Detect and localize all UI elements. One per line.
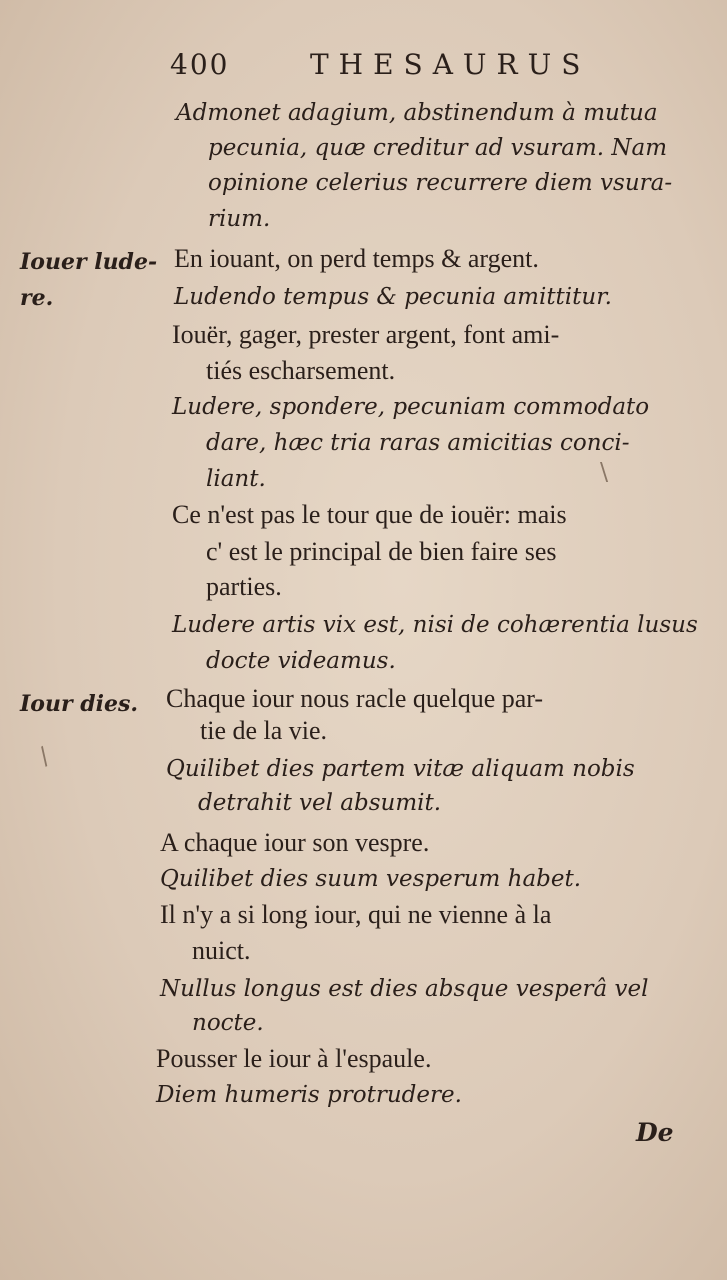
text-line: pecunia, quæ creditur ad vsuram. Nam <box>208 135 668 161</box>
text-line: docte videamus. <box>206 648 396 674</box>
catchword: De <box>636 1118 674 1147</box>
running-title: THESAURUS <box>310 48 591 81</box>
page-number: 400 <box>170 48 230 81</box>
text-line: Il n'y a si long iour, qui ne vienne à la <box>160 900 552 929</box>
text-line: dare, hæc tria raras amicitias conci- <box>206 430 630 456</box>
text-line: rium. <box>208 206 271 232</box>
text-line: tiés escharsement. <box>206 356 396 385</box>
text-line: Pousser le iour à l'espaule. <box>156 1044 432 1073</box>
text-line: Quilibet dies suum vesperum habet. <box>160 866 582 892</box>
page-header <box>170 48 630 88</box>
text-line: liant. <box>206 466 266 492</box>
text-line: A chaque iour son vespre. <box>160 828 430 857</box>
text-line: nuict. <box>192 936 251 965</box>
text-line: Ludendo tempus & pecunia amittitur. <box>174 284 612 310</box>
text-line: Admonet adagium, abstinendum à mutua <box>176 100 658 126</box>
text-line: Ce n'est pas le tour que de iouër: mais <box>172 500 567 529</box>
text-line: opinione celerius recurrere diem vsura- <box>208 170 673 196</box>
text-line: Ludere artis vix est, nisi de cohærentia lusus <box>172 612 698 638</box>
text-line: En iouant, on perd temps & argent. <box>174 244 539 273</box>
text-line: Nullus longus est dies absque vesperâ vel <box>160 976 649 1002</box>
text-line: Ludere, spondere, pecuniam commodato <box>172 394 650 420</box>
text-line: detrahit vel absumit. <box>198 790 442 816</box>
text-line: nocte. <box>192 1010 264 1036</box>
text-line: parties. <box>206 572 282 601</box>
margin-note-jour: Iour dies. <box>20 691 138 717</box>
text-line: Quilibet dies partem vitæ aliquam nobis <box>166 756 635 782</box>
ink-stroke: / <box>33 741 55 771</box>
margin-note-jouer-2: re. <box>20 285 54 311</box>
text-line: Chaque iour nous racle quelque par- <box>166 684 544 713</box>
ink-stroke: \ <box>600 458 609 486</box>
text-line: Diem humeris protrudere. <box>156 1082 462 1108</box>
text-line: Iouër, gager, prester argent, font ami- <box>172 320 560 349</box>
margin-note-jouer-1: Iouer lude- <box>20 249 158 275</box>
text-line: c' est le principal de bien faire ses <box>206 537 557 566</box>
text-line: tie de la vie. <box>200 716 328 745</box>
